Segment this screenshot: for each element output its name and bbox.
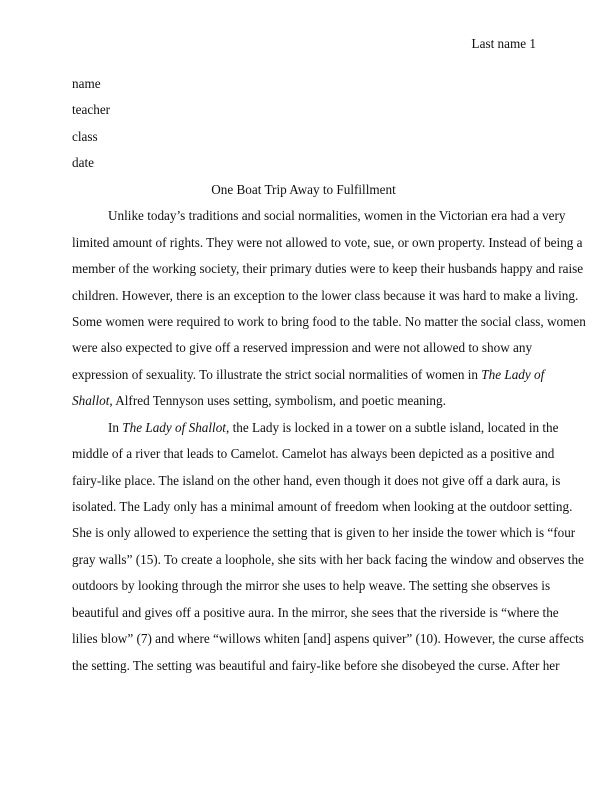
paragraph-2-text: , the Lady is locked in a tower on a subtle island, located in the: [225, 419, 559, 435]
paragraph-1-line: [72, 362, 545, 388]
paragraph-2-line: lilies blow” (7) and where “willows whiten [and] aspens quiver” (10). However, the curse affects: [72, 631, 584, 647]
essay-body: [72, 71, 586, 679]
paragraph-2-line: outdoors by looking through the mirror she uses to help weave. The setting she observes is: [72, 578, 551, 594]
paragraph-1-text: expression of sexuality. To illustrate the strict social normalities of women in: [72, 366, 482, 382]
paragraph-1-line: were also expected to give off a reserved impression and were not allowed to show any: [72, 340, 533, 356]
paragraph-1-line: [72, 388, 535, 414]
work-title-italic: The Lady of: [481, 366, 545, 382]
paragraph-2-line: beautiful and gives off a positive aura. In the mirror, she sees that the riverside is “where the: [72, 604, 559, 620]
paragraph-1-line: Unlike today’s traditions and social normalities, women in the Victorian era had a very: [108, 208, 566, 224]
class-name: class: [72, 128, 98, 144]
essay-title: One Boat Trip Away to Fulfillment: [211, 181, 396, 197]
paragraph-2-text: In: [108, 419, 123, 435]
paragraph-2-line: middle of a river that leads to Camelot. Camelot has always been depicted as a positive and: [72, 446, 555, 462]
paragraph-2-line: fairy-like place. The island on the other hand, even though it does not give off a dark aura, is: [72, 472, 561, 488]
paragraph-2-line: isolated. The Lady only has a minimal amount of freedom when looking at the outdoor setting.: [72, 499, 573, 514]
paragraph-2-line: She is only allowed to experience the setting that is given to her inside the tower which is “four: [72, 525, 576, 541]
paragraph-1-line: limited amount of rights. They were not allowed to vote, sue, or own property. Instead of being a: [72, 234, 583, 250]
paragraph-2-line: the setting. The setting was beautiful and fairy-like before she disobeyed the curse. After her: [72, 657, 560, 673]
student-name: name: [72, 76, 101, 91]
work-title-italic: The Lady of Shallot: [122, 419, 226, 435]
work-title-italic: Shallot: [72, 393, 110, 409]
paragraph-1: [72, 203, 586, 415]
paragraph-1-line: member of the working society, their primary duties were to keep their husbands happy and raise: [72, 261, 584, 277]
paragraph-1-text: , Alfred Tennyson uses setting, symbolism, and poetic meaning.: [109, 393, 446, 409]
date: date: [72, 155, 94, 171]
running-head: Last name 1: [471, 36, 536, 51]
paragraph-1-line: children. However, there is an exception to the lower class because it was hard to make a living.: [72, 287, 579, 303]
paragraph-2: [72, 415, 584, 679]
paragraph-1-line: Some women were required to work to bring food to the table. No matter the social class, women: [72, 313, 586, 329]
paragraph-2-line: [72, 415, 559, 441]
teacher-name: teacher: [72, 102, 111, 118]
paragraph-2-line: gray walls” (15). To create a loophole, she sits with her back facing the window and observes the: [72, 551, 584, 567]
